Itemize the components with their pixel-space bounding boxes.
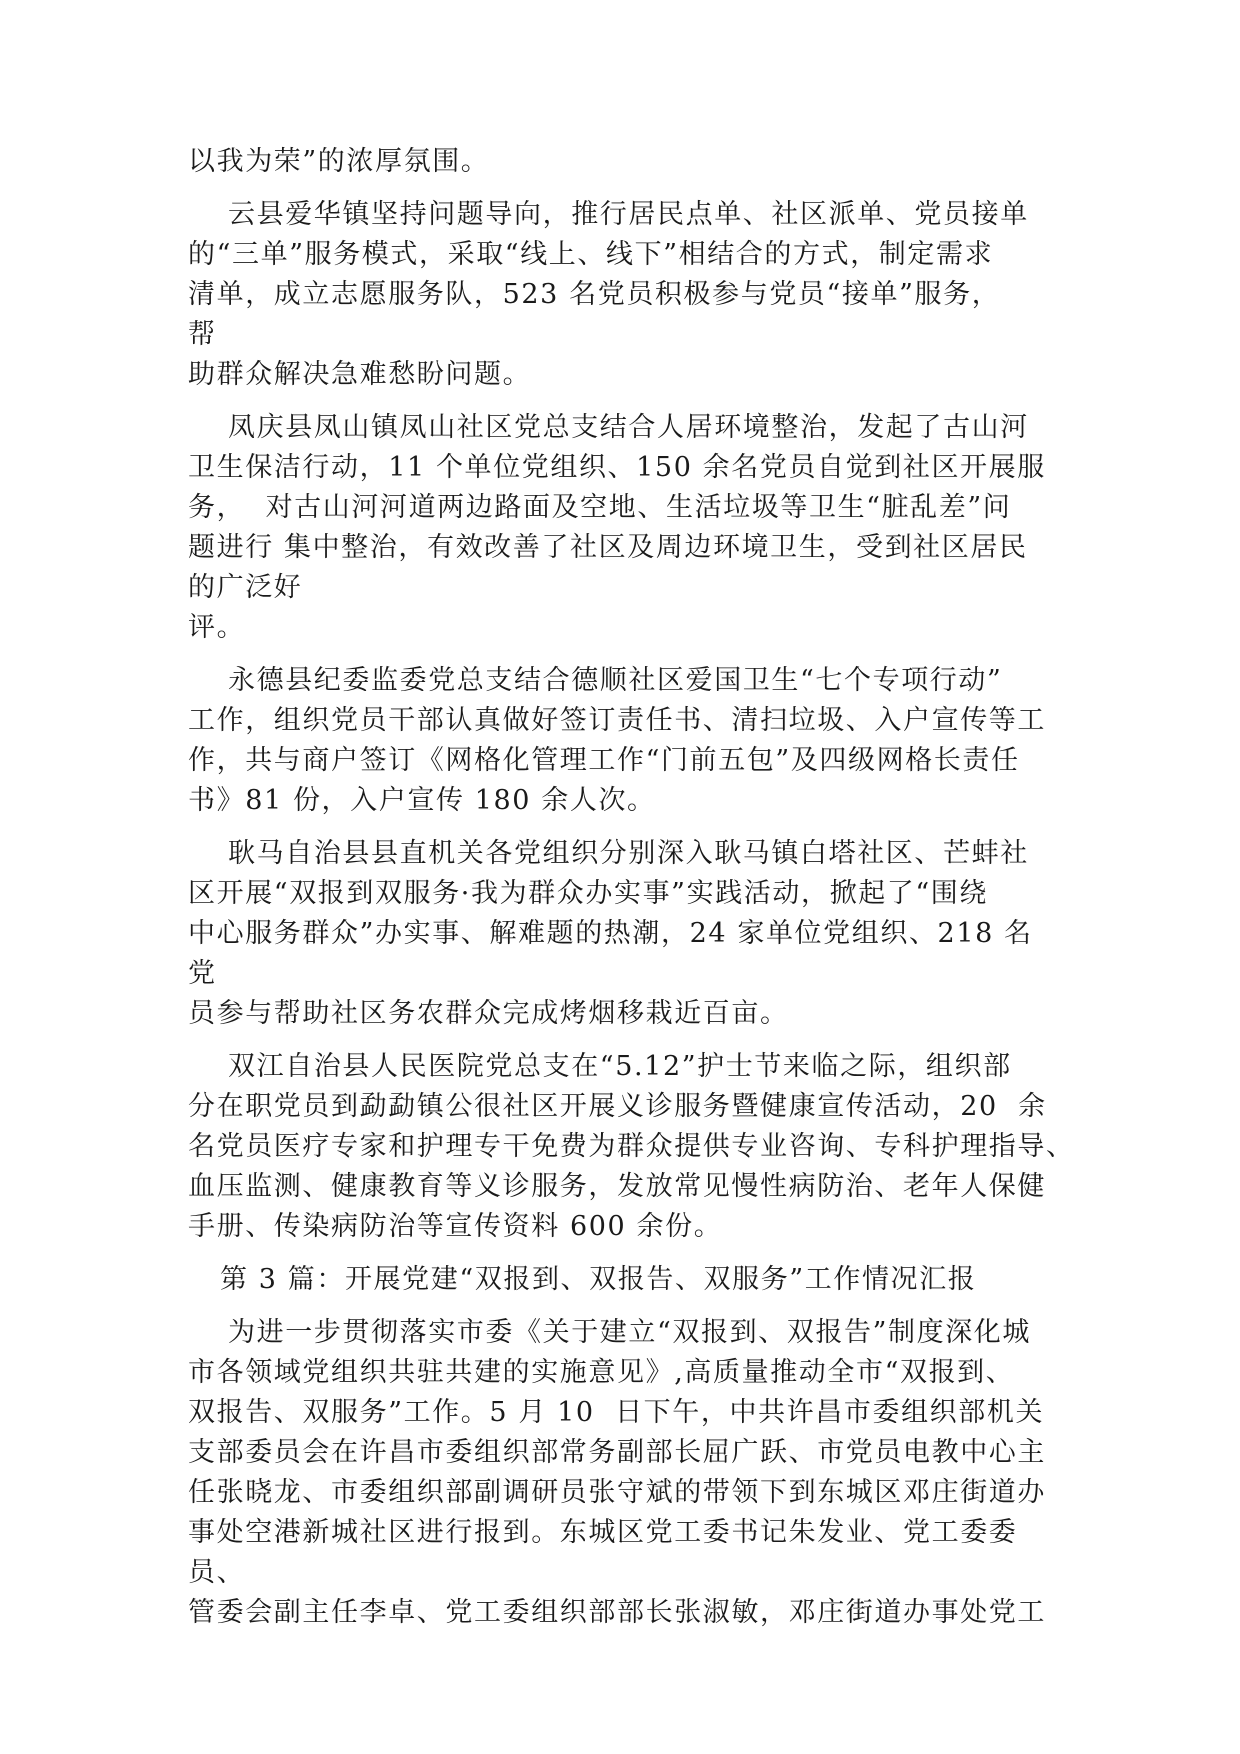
paragraph-3 [188, 661, 1068, 821]
text-line: 题进行 集中整治，有效改善了社区及周边环境卫生，受到社区居民 [188, 532, 1028, 563]
text-line: 的广泛好 [188, 572, 303, 603]
document-page [188, 142, 1075, 1633]
section-heading [188, 1260, 1068, 1300]
text-line: 凤庆县凤山镇凤山社区党总支结合人居环境整治，发起了古山河 [228, 412, 1029, 443]
paragraph-2 [188, 408, 1068, 648]
paragraph-5 [188, 1047, 1075, 1247]
text-line: 工作，组织党员干部认真做好签订责任书、清扫垃圾、入户宣传等工 [188, 705, 1046, 736]
text-line: 清单，成立志愿服务队，523 名党员积极参与党员“接单”服务， [188, 279, 1001, 310]
paragraph-0 [188, 142, 1068, 182]
text-line: 党 [188, 958, 217, 989]
text-line: 血压监测、健康教育等义诊服务，发放常见慢性病防治、老年人保健 [188, 1171, 1046, 1202]
text-line: 手册、传染病防治等宣传资料 600 余份。 [188, 1211, 723, 1242]
text-line: 分在职党员到勐勐镇公很社区开展义诊服务暨健康宣传活动，20 余 [188, 1091, 1047, 1122]
text-line: 管委会副主任李卓、党工委组织部部长张淑敏，邓庄街道办事处党工 [188, 1597, 1046, 1628]
text-line: 为进一步贯彻落实市委《关于建立“双报到、双报告”制度深化城 [228, 1317, 1032, 1348]
heading-text: 第 3 篇：开展党建“双报到、双报告、双服务”工作情况汇报 [220, 1264, 977, 1295]
text-line: 员参与帮助社区务农群众完成烤烟移栽近百亩。 [188, 998, 789, 1029]
text-line: 作，共与商户签订《网格化管理工作“门前五包”及四级网格长责任 [188, 745, 1020, 776]
text-line: 双报告、双服务”工作。5 月 10 日下午，中共许昌市委组织部机关 [188, 1397, 1045, 1428]
text-line: 助群众解决急难愁盼问题。 [188, 359, 532, 390]
text-line: 支部委员会在许昌市委组织部常务副部长屈广跃、市党员电教中心主 [188, 1437, 1046, 1468]
text-line: 名党员医疗专家和护理专干免费为群众提供专业咨询、专科护理指导、 [188, 1131, 1075, 1162]
text-line: 云县爱华镇坚持问题导向，推行居民点单、社区派单、党员接单 [228, 199, 1029, 230]
paragraph-4 [188, 834, 1068, 1034]
text-line: 区开展“双报到双服务·我为群众办实事”实践活动，掀起了“围绕 [188, 878, 988, 909]
text-line: 务， 对古山河河道两边路面及空地、生活垃圾等卫生“脏乱差”问 [188, 492, 1012, 523]
text-line: 卫生保洁行动，11 个单位党组织、150 余名党员自觉到社区开展服 [188, 452, 1046, 483]
text-line: 永德县纪委监委党总支结合德顺社区爱国卫生“七个专项行动” [228, 665, 1003, 696]
text-line: 中心服务群众”办实事、解难题的热潮，24 家单位党组织、218 名 [188, 918, 1033, 949]
text-line: 耿马自治县县直机关各党组织分别深入耿马镇白塔社区、芒蚌社 [228, 838, 1029, 869]
paragraph-1 [188, 195, 1068, 395]
text-line: 帮 [188, 319, 217, 350]
text-line: 以我为荣”的浓厚氛围。 [188, 146, 490, 177]
paragraph-7 [188, 1313, 1068, 1633]
text-line: 评。 [188, 612, 246, 643]
text-line: 任张晓龙、市委组织部副调研员张守斌的带领下到东城区邓庄街道办 [188, 1477, 1046, 1508]
text-line: 员、 [188, 1557, 246, 1588]
text-line: 双江自治县人民医院党总支在“5.12”护士节来临之际，组织部 [228, 1051, 1012, 1082]
text-line: 事处空港新城社区进行报到。东城区党工委书记朱发业、党工委委 [188, 1517, 1018, 1548]
text-line: 的“三单”服务模式，采取“线上、线下”相结合的方式，制定需求 [188, 239, 994, 270]
text-line: 市各领域党组织共驻共建的实施意见》,高质量推动全市“双报到、 [188, 1357, 1015, 1388]
text-line: 书》81 份，入户宣传 180 余人次。 [188, 785, 656, 816]
